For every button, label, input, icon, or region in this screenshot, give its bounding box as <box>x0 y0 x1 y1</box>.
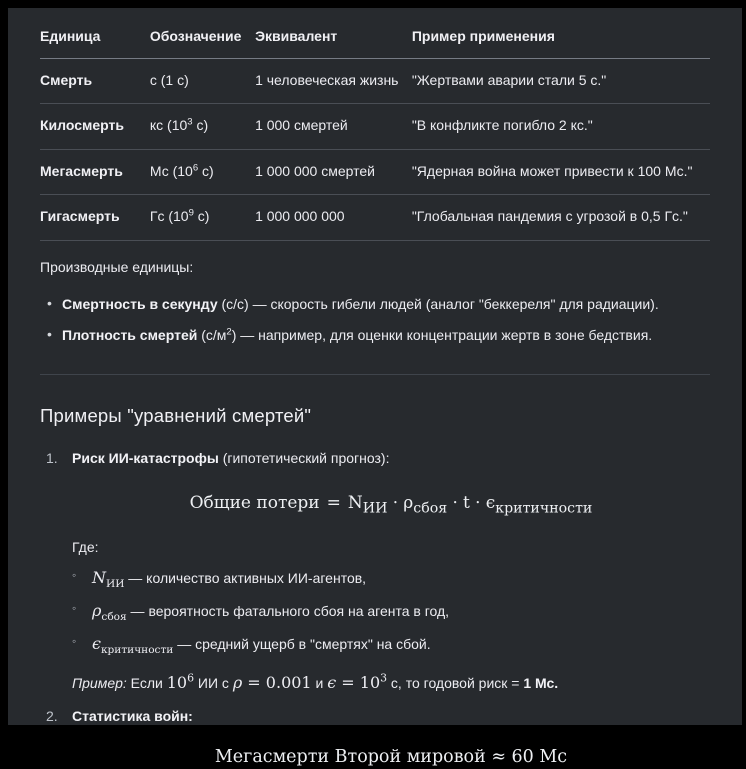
equals-sign: = <box>326 492 341 513</box>
derived-sup: 2 <box>226 325 232 337</box>
cell-symbol <box>150 195 255 241</box>
derived-term: Смертность в секунду <box>62 296 218 312</box>
where-text: — вероятность фатального сбоя на агента в год, <box>126 603 450 620</box>
symbol-rest: с) <box>193 208 210 224</box>
derived-term: Плотность смертей <box>62 326 198 343</box>
list-item <box>40 296 710 314</box>
var: N <box>92 568 106 588</box>
derived-text: (с/с) — скорость гибели людей (аналог "беккереля" для радиации). <box>217 296 659 312</box>
derived-text: (с/м <box>197 326 227 343</box>
circle-bullet-icon: ◦ <box>72 601 77 616</box>
item-number: 2. <box>46 708 58 725</box>
symbol-rest: с) <box>198 162 214 179</box>
list-item <box>40 327 710 345</box>
cell-equivalent: 1 000 смертей <box>255 104 412 150</box>
table-row <box>40 104 710 150</box>
table-row <box>40 149 710 195</box>
var-rho-sub: сбоя <box>413 500 448 517</box>
header-symbol: Обозначение <box>150 20 255 58</box>
where-text: — средний ущерб в "смертях" на сбой. <box>173 636 431 653</box>
cell-equivalent: 1 000 000 смертей <box>255 149 412 195</box>
cell-equivalent: 1 человеческая жизнь <box>255 58 412 104</box>
units-table <box>40 20 710 241</box>
table-header-row <box>40 20 710 58</box>
var-rho: ρ <box>403 492 414 513</box>
cell-equivalent: 1 000 000 000 <box>255 195 412 241</box>
formula-ww2-megadeaths: Мегасмерти Второй мировой ≈ 60 Мс <box>214 746 568 767</box>
bullet-icon: • <box>47 325 52 342</box>
cell-unit: Смерть <box>40 58 150 104</box>
var-epsilon-sub: критичности <box>495 500 593 517</box>
list-item <box>72 634 710 657</box>
symbol-exponent: 6 <box>192 161 199 173</box>
var-t: t <box>463 492 470 513</box>
derived-units-list <box>40 296 710 344</box>
cdot: ⋅ <box>474 492 481 513</box>
derived-text-rest: ) — например, для оценки концентрации жертв в зоне бедствия. <box>231 326 653 343</box>
example-line <box>72 673 710 693</box>
symbol-base: с (1 с) <box>149 71 189 88</box>
cell-unit: Килосмерть <box>40 104 150 150</box>
circle-bullet-icon: ◦ <box>72 634 77 649</box>
list-item-war-stats <box>40 708 710 768</box>
cdot: ⋅ <box>452 492 459 513</box>
item-number: 1. <box>46 450 58 467</box>
cell-symbol <box>150 104 255 150</box>
item-title: Статистика войн: <box>72 708 193 725</box>
derived-units-title: Производные единицы: <box>40 258 194 275</box>
cell-unit: Гигасмерть <box>40 195 150 241</box>
symbol-exponent: 9 <box>188 207 194 219</box>
symbol-base: Гс (10 <box>149 208 189 224</box>
example-text: ИИ с <box>194 675 233 692</box>
header-example: Пример применения <box>412 20 710 58</box>
formula-total-losses <box>72 493 710 518</box>
examples-heading: Примеры "уравнений смертей" <box>40 405 312 426</box>
var-n-sub: ИИ <box>362 500 388 517</box>
table-row <box>40 58 710 104</box>
cell-symbol <box>150 149 255 195</box>
circle-bullet-icon: ◦ <box>72 568 77 583</box>
var-sub: сбоя <box>101 611 127 624</box>
examples-list <box>40 450 710 768</box>
cell-symbol <box>150 58 255 104</box>
var-n: N <box>347 492 363 513</box>
var: ϵ <box>92 634 101 654</box>
var-epsilon: ϵ <box>485 492 496 513</box>
table-row <box>40 195 710 241</box>
header-unit: Единица <box>40 20 150 58</box>
item-title-rest: (гипотетический прогноз): <box>218 450 390 467</box>
var-sub: ИИ <box>106 578 125 591</box>
example-result: 1 Мс. <box>523 675 559 692</box>
math-epsilon-value: $\epsilon = 10^3$ <box>327 671 388 693</box>
example-label: Пример: <box>72 675 127 692</box>
formula-lhs: Общие потери <box>189 492 320 513</box>
symbol-rest: с) <box>192 117 209 133</box>
symbol-base: Мс (10 <box>149 162 193 179</box>
cell-example: "Жертвами аварии стали 5 с." <box>412 58 710 104</box>
cell-example: "В конфликте погибло 2 кс." <box>412 104 710 150</box>
cell-example: "Ядерная война может привести к 100 Мс." <box>412 149 710 195</box>
example-text: Если <box>126 675 167 692</box>
bullet-icon: • <box>47 295 52 311</box>
where-text: — количество активных ИИ-агентов, <box>124 570 367 587</box>
list-item <box>72 601 710 624</box>
example-text: с, то годовой риск = <box>387 675 524 692</box>
where-list <box>72 568 710 657</box>
symbol-base: кс (10 <box>149 117 188 133</box>
list-item <box>72 568 710 591</box>
cell-example: "Глобальная пандемия с угрозой в 0,5 Гс." <box>412 195 710 241</box>
example-text: и <box>311 675 328 692</box>
where-label: Где: <box>72 538 99 555</box>
item-title: Риск ИИ-катастрофы <box>72 450 219 467</box>
section-divider <box>40 374 710 375</box>
symbol-exponent: 3 <box>187 116 193 128</box>
math-rho-value: ρ = 0.001 <box>232 673 312 693</box>
list-item-ai-risk <box>40 450 710 693</box>
var-sub: критичности <box>100 644 174 657</box>
cell-unit: Мегасмерть <box>40 149 150 195</box>
var: ρ <box>92 601 102 621</box>
document-content <box>8 8 742 767</box>
cdot: ⋅ <box>392 492 399 513</box>
math-10-6: $10^6$ <box>166 671 195 693</box>
header-equivalent: Эквивалент <box>255 20 412 58</box>
